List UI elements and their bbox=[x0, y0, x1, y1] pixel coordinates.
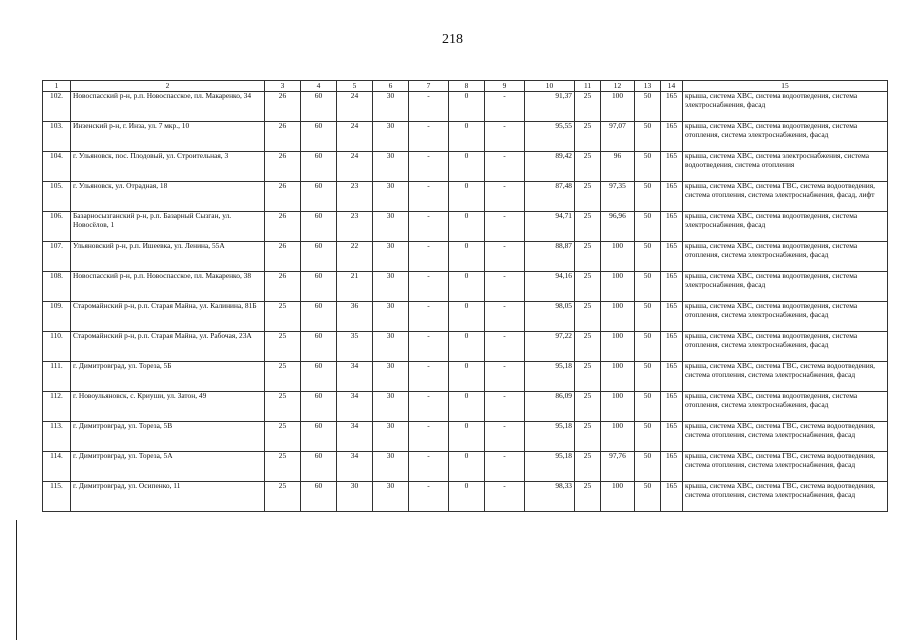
col-11-cell: 25 bbox=[575, 362, 601, 392]
col-14-cell: 165 bbox=[661, 272, 683, 302]
col-10-cell: 98,05 bbox=[525, 302, 575, 332]
margin-line bbox=[16, 520, 17, 640]
col-11-cell: 25 bbox=[575, 92, 601, 122]
row-number-cell: 105. bbox=[43, 182, 71, 212]
row-number-cell: 114. bbox=[43, 452, 71, 482]
col-14-cell: 165 bbox=[661, 92, 683, 122]
col-9-cell: - bbox=[485, 392, 525, 422]
col-12-cell: 100 bbox=[601, 302, 635, 332]
col-8-cell: 0 bbox=[449, 272, 485, 302]
col-6-cell: 30 bbox=[373, 152, 409, 182]
col-3-cell: 25 bbox=[265, 392, 301, 422]
col-13-cell: 50 bbox=[635, 272, 661, 302]
table-body bbox=[43, 92, 888, 512]
col-13-cell: 50 bbox=[635, 122, 661, 152]
col-5-cell: 36 bbox=[337, 302, 373, 332]
col-7-cell: - bbox=[409, 152, 449, 182]
col-5-cell: 23 bbox=[337, 182, 373, 212]
address-cell: Старомайнский р-н, р.п. Старая Майна, ул. Калинина, 81Б bbox=[71, 302, 265, 332]
col-11-cell: 25 bbox=[575, 332, 601, 362]
col-6-cell: 30 bbox=[373, 212, 409, 242]
col-13-cell: 50 bbox=[635, 152, 661, 182]
col-6-cell: 30 bbox=[373, 242, 409, 272]
col-4-cell: 60 bbox=[301, 272, 337, 302]
col-13-cell: 50 bbox=[635, 302, 661, 332]
col-8-cell: 0 bbox=[449, 212, 485, 242]
row-number-cell: 103. bbox=[43, 122, 71, 152]
capital-repair-table bbox=[42, 80, 888, 512]
row-number-cell: 110. bbox=[43, 332, 71, 362]
col-10-cell: 94,71 bbox=[525, 212, 575, 242]
works-list-cell: крыша, система ХВС, система ГВС, система водоотведения, система отопления, система электроснабжения, фасад bbox=[683, 452, 888, 482]
col-5-cell: 22 bbox=[337, 242, 373, 272]
column-header-4: 4 bbox=[301, 81, 337, 92]
address-cell: Ульяновский р-н, р.п. Ишеевка, ул. Ленина, 55А bbox=[71, 242, 265, 272]
col-12-cell: 100 bbox=[601, 92, 635, 122]
col-11-cell: 25 bbox=[575, 212, 601, 242]
col-12-cell: 97,35 bbox=[601, 182, 635, 212]
col-11-cell: 25 bbox=[575, 452, 601, 482]
col-10-cell: 89,42 bbox=[525, 152, 575, 182]
col-3-cell: 25 bbox=[265, 362, 301, 392]
col-5-cell: 21 bbox=[337, 272, 373, 302]
col-3-cell: 26 bbox=[265, 152, 301, 182]
table-row bbox=[43, 422, 888, 452]
address-cell: г. Димитровград, ул. Тореза, 5Б bbox=[71, 362, 265, 392]
col-4-cell: 60 bbox=[301, 152, 337, 182]
col-6-cell: 30 bbox=[373, 302, 409, 332]
col-5-cell: 24 bbox=[337, 122, 373, 152]
table-row bbox=[43, 122, 888, 152]
column-header-3: 3 bbox=[265, 81, 301, 92]
row-number-cell: 104. bbox=[43, 152, 71, 182]
col-7-cell: - bbox=[409, 422, 449, 452]
col-12-cell: 97,76 bbox=[601, 452, 635, 482]
col-9-cell: - bbox=[485, 242, 525, 272]
col-5-cell: 30 bbox=[337, 482, 373, 512]
col-8-cell: 0 bbox=[449, 392, 485, 422]
col-13-cell: 50 bbox=[635, 392, 661, 422]
col-13-cell: 50 bbox=[635, 362, 661, 392]
col-3-cell: 26 bbox=[265, 272, 301, 302]
col-12-cell: 100 bbox=[601, 272, 635, 302]
col-6-cell: 30 bbox=[373, 92, 409, 122]
col-10-cell: 95,18 bbox=[525, 422, 575, 452]
row-number-cell: 112. bbox=[43, 392, 71, 422]
col-7-cell: - bbox=[409, 392, 449, 422]
col-9-cell: - bbox=[485, 422, 525, 452]
col-5-cell: 34 bbox=[337, 452, 373, 482]
header-row bbox=[43, 81, 888, 92]
col-4-cell: 60 bbox=[301, 422, 337, 452]
col-8-cell: 0 bbox=[449, 452, 485, 482]
col-5-cell: 23 bbox=[337, 212, 373, 242]
col-14-cell: 165 bbox=[661, 362, 683, 392]
col-6-cell: 30 bbox=[373, 422, 409, 452]
col-9-cell: - bbox=[485, 182, 525, 212]
col-5-cell: 34 bbox=[337, 392, 373, 422]
col-3-cell: 25 bbox=[265, 332, 301, 362]
col-6-cell: 30 bbox=[373, 332, 409, 362]
col-5-cell: 24 bbox=[337, 92, 373, 122]
table-row bbox=[43, 212, 888, 242]
col-12-cell: 96 bbox=[601, 152, 635, 182]
column-header-1: 1 bbox=[43, 81, 71, 92]
col-3-cell: 26 bbox=[265, 212, 301, 242]
col-4-cell: 60 bbox=[301, 392, 337, 422]
col-8-cell: 0 bbox=[449, 422, 485, 452]
col-14-cell: 165 bbox=[661, 452, 683, 482]
col-11-cell: 25 bbox=[575, 422, 601, 452]
col-12-cell: 100 bbox=[601, 332, 635, 362]
works-list-cell: крыша, система ХВС, система водоотведения, система отопления, система электроснабжения, фасад bbox=[683, 392, 888, 422]
col-8-cell: 0 bbox=[449, 332, 485, 362]
col-13-cell: 50 bbox=[635, 92, 661, 122]
table-row bbox=[43, 362, 888, 392]
col-4-cell: 60 bbox=[301, 452, 337, 482]
table-row bbox=[43, 392, 888, 422]
col-9-cell: - bbox=[485, 152, 525, 182]
col-12-cell: 100 bbox=[601, 242, 635, 272]
works-list-cell: крыша, система ХВС, система ГВС, система водоотведения, система отопления, система электроснабжения, фасад, лифт bbox=[683, 182, 888, 212]
col-5-cell: 24 bbox=[337, 152, 373, 182]
col-13-cell: 50 bbox=[635, 452, 661, 482]
col-3-cell: 25 bbox=[265, 302, 301, 332]
col-4-cell: 60 bbox=[301, 332, 337, 362]
col-14-cell: 165 bbox=[661, 302, 683, 332]
table-row bbox=[43, 302, 888, 332]
col-13-cell: 50 bbox=[635, 242, 661, 272]
col-12-cell: 100 bbox=[601, 422, 635, 452]
address-cell: Старомайнский р-н, р.п. Старая Майна, ул. Рабочая, 23А bbox=[71, 332, 265, 362]
column-header-10: 10 bbox=[525, 81, 575, 92]
col-13-cell: 50 bbox=[635, 182, 661, 212]
col-10-cell: 95,18 bbox=[525, 452, 575, 482]
row-number-cell: 111. bbox=[43, 362, 71, 392]
row-number-cell: 108. bbox=[43, 272, 71, 302]
col-11-cell: 25 bbox=[575, 182, 601, 212]
col-11-cell: 25 bbox=[575, 482, 601, 512]
col-6-cell: 30 bbox=[373, 182, 409, 212]
col-7-cell: - bbox=[409, 302, 449, 332]
col-11-cell: 25 bbox=[575, 242, 601, 272]
address-cell: Новоспасский р-н, р.п. Новоспасское, пл. Макаренко, 38 bbox=[71, 272, 265, 302]
col-7-cell: - bbox=[409, 332, 449, 362]
col-3-cell: 25 bbox=[265, 482, 301, 512]
col-14-cell: 165 bbox=[661, 182, 683, 212]
col-10-cell: 87,48 bbox=[525, 182, 575, 212]
col-6-cell: 30 bbox=[373, 392, 409, 422]
col-5-cell: 34 bbox=[337, 422, 373, 452]
column-header-15: 15 bbox=[683, 81, 888, 92]
col-8-cell: 0 bbox=[449, 302, 485, 332]
table-row bbox=[43, 242, 888, 272]
col-10-cell: 97,22 bbox=[525, 332, 575, 362]
col-10-cell: 86,09 bbox=[525, 392, 575, 422]
col-6-cell: 30 bbox=[373, 482, 409, 512]
col-8-cell: 0 bbox=[449, 482, 485, 512]
col-11-cell: 25 bbox=[575, 272, 601, 302]
col-13-cell: 50 bbox=[635, 332, 661, 362]
col-7-cell: - bbox=[409, 482, 449, 512]
col-7-cell: - bbox=[409, 92, 449, 122]
col-3-cell: 26 bbox=[265, 242, 301, 272]
works-list-cell: крыша, система ХВС, система ГВС, система водоотведения, система отопления, система электроснабжения, фасад bbox=[683, 482, 888, 512]
col-4-cell: 60 bbox=[301, 482, 337, 512]
col-14-cell: 165 bbox=[661, 212, 683, 242]
col-9-cell: - bbox=[485, 272, 525, 302]
col-13-cell: 50 bbox=[635, 422, 661, 452]
col-9-cell: - bbox=[485, 302, 525, 332]
row-number-cell: 113. bbox=[43, 422, 71, 452]
col-7-cell: - bbox=[409, 362, 449, 392]
works-list-cell: крыша, система ХВС, система водоотведения, система отопления, система электроснабжения, фасад bbox=[683, 302, 888, 332]
col-10-cell: 95,18 bbox=[525, 362, 575, 392]
col-7-cell: - bbox=[409, 212, 449, 242]
col-13-cell: 50 bbox=[635, 212, 661, 242]
works-list-cell: крыша, система ХВС, система водоотведения, система электроснабжения, фасад bbox=[683, 212, 888, 242]
row-number-cell: 115. bbox=[43, 482, 71, 512]
col-8-cell: 0 bbox=[449, 122, 485, 152]
table-row bbox=[43, 452, 888, 482]
col-9-cell: - bbox=[485, 362, 525, 392]
col-3-cell: 26 bbox=[265, 122, 301, 152]
table-row bbox=[43, 182, 888, 212]
row-number-cell: 107. bbox=[43, 242, 71, 272]
col-10-cell: 88,87 bbox=[525, 242, 575, 272]
col-4-cell: 60 bbox=[301, 302, 337, 332]
address-cell: г. Новоульяновск, с. Криуши, ул. Затон, 49 bbox=[71, 392, 265, 422]
col-3-cell: 26 bbox=[265, 182, 301, 212]
col-12-cell: 100 bbox=[601, 482, 635, 512]
col-7-cell: - bbox=[409, 452, 449, 482]
col-5-cell: 35 bbox=[337, 332, 373, 362]
col-10-cell: 91,37 bbox=[525, 92, 575, 122]
works-list-cell: крыша, система ХВС, система водоотведения, система электроснабжения, фасад bbox=[683, 272, 888, 302]
col-12-cell: 96,96 bbox=[601, 212, 635, 242]
col-3-cell: 25 bbox=[265, 422, 301, 452]
column-header-9: 9 bbox=[485, 81, 525, 92]
col-14-cell: 165 bbox=[661, 482, 683, 512]
works-list-cell: крыша, система ХВС, система водоотведения, система отопления, система электроснабжения, фасад bbox=[683, 332, 888, 362]
table-row bbox=[43, 152, 888, 182]
column-header-12: 12 bbox=[601, 81, 635, 92]
col-4-cell: 60 bbox=[301, 212, 337, 242]
col-3-cell: 25 bbox=[265, 452, 301, 482]
col-9-cell: - bbox=[485, 332, 525, 362]
column-header-8: 8 bbox=[449, 81, 485, 92]
col-4-cell: 60 bbox=[301, 242, 337, 272]
col-14-cell: 165 bbox=[661, 332, 683, 362]
col-6-cell: 30 bbox=[373, 272, 409, 302]
col-8-cell: 0 bbox=[449, 362, 485, 392]
col-4-cell: 60 bbox=[301, 122, 337, 152]
column-header-14: 14 bbox=[661, 81, 683, 92]
works-list-cell: крыша, система ХВС, система электроснабжения, система водоотведения, система отопления bbox=[683, 152, 888, 182]
col-14-cell: 165 bbox=[661, 392, 683, 422]
col-8-cell: 0 bbox=[449, 92, 485, 122]
col-12-cell: 100 bbox=[601, 392, 635, 422]
col-14-cell: 165 bbox=[661, 122, 683, 152]
column-header-13: 13 bbox=[635, 81, 661, 92]
col-11-cell: 25 bbox=[575, 152, 601, 182]
column-header-5: 5 bbox=[337, 81, 373, 92]
address-cell: Базарносызганский р-н, р.п. Базарный Сызган, ул. Новосёлов, 1 bbox=[71, 212, 265, 242]
col-11-cell: 25 bbox=[575, 122, 601, 152]
col-11-cell: 25 bbox=[575, 392, 601, 422]
address-cell: г. Димитровград, ул. Осипенко, 11 bbox=[71, 482, 265, 512]
table-row bbox=[43, 332, 888, 362]
col-6-cell: 30 bbox=[373, 122, 409, 152]
works-list-cell: крыша, система ХВС, система ГВС, система водоотведения, система отопления, система электроснабжения, фасад bbox=[683, 362, 888, 392]
col-7-cell: - bbox=[409, 182, 449, 212]
col-10-cell: 98,33 bbox=[525, 482, 575, 512]
col-12-cell: 100 bbox=[601, 362, 635, 392]
col-11-cell: 25 bbox=[575, 302, 601, 332]
col-10-cell: 95,55 bbox=[525, 122, 575, 152]
table-row bbox=[43, 482, 888, 512]
address-cell: Новоспасский р-н, р.п. Новоспасское, пл. Макаренко, 34 bbox=[71, 92, 265, 122]
col-3-cell: 26 bbox=[265, 92, 301, 122]
col-14-cell: 165 bbox=[661, 152, 683, 182]
works-list-cell: крыша, система ХВС, система водоотведения, система отопления, система электроснабжения, фасад bbox=[683, 242, 888, 272]
col-8-cell: 0 bbox=[449, 242, 485, 272]
row-number-cell: 102. bbox=[43, 92, 71, 122]
col-10-cell: 94,16 bbox=[525, 272, 575, 302]
column-header-2: 2 bbox=[71, 81, 265, 92]
column-header-7: 7 bbox=[409, 81, 449, 92]
col-13-cell: 50 bbox=[635, 482, 661, 512]
works-list-cell: крыша, система ХВС, система ГВС, система водоотведения, система отопления, система электроснабжения, фасад bbox=[683, 422, 888, 452]
col-4-cell: 60 bbox=[301, 362, 337, 392]
table-row bbox=[43, 92, 888, 122]
col-9-cell: - bbox=[485, 452, 525, 482]
col-7-cell: - bbox=[409, 122, 449, 152]
col-7-cell: - bbox=[409, 242, 449, 272]
address-cell: г. Ульяновск, пос. Плодовый, ул. Строительная, 3 bbox=[71, 152, 265, 182]
works-list-cell: крыша, система ХВС, система водоотведения, система отопления, система электроснабжения, фасад bbox=[683, 122, 888, 152]
column-header-6: 6 bbox=[373, 81, 409, 92]
col-9-cell: - bbox=[485, 482, 525, 512]
col-5-cell: 34 bbox=[337, 362, 373, 392]
col-4-cell: 60 bbox=[301, 182, 337, 212]
address-cell: Инзенский р-н, г. Инза, ул. 7 мкр., 10 bbox=[71, 122, 265, 152]
address-cell: г. Димитровград, ул. Тореза, 5В bbox=[71, 422, 265, 452]
table-row bbox=[43, 272, 888, 302]
col-14-cell: 165 bbox=[661, 242, 683, 272]
col-8-cell: 0 bbox=[449, 152, 485, 182]
col-9-cell: - bbox=[485, 122, 525, 152]
col-4-cell: 60 bbox=[301, 92, 337, 122]
address-cell: г. Ульяновск, ул. Отрадная, 18 bbox=[71, 182, 265, 212]
col-7-cell: - bbox=[409, 272, 449, 302]
row-number-cell: 109. bbox=[43, 302, 71, 332]
row-number-cell: 106. bbox=[43, 212, 71, 242]
col-6-cell: 30 bbox=[373, 362, 409, 392]
col-14-cell: 165 bbox=[661, 422, 683, 452]
col-9-cell: - bbox=[485, 92, 525, 122]
col-8-cell: 0 bbox=[449, 182, 485, 212]
col-12-cell: 97,07 bbox=[601, 122, 635, 152]
address-cell: г. Димитровград, ул. Тореза, 5А bbox=[71, 452, 265, 482]
page-number: 218 bbox=[442, 32, 463, 47]
col-6-cell: 30 bbox=[373, 452, 409, 482]
column-header-11: 11 bbox=[575, 81, 601, 92]
works-list-cell: крыша, система ХВС, система водоотведения, система электроснабжения, фасад bbox=[683, 92, 888, 122]
col-9-cell: - bbox=[485, 212, 525, 242]
